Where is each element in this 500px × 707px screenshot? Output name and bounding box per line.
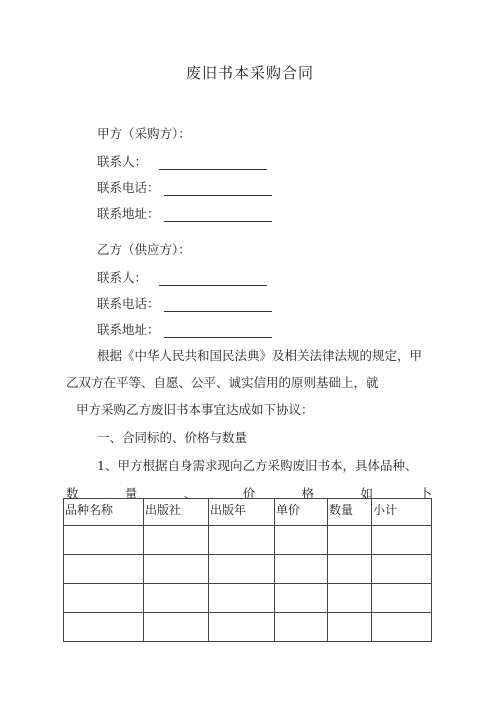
clause-1-char: 价 [242, 486, 256, 501]
table-row [64, 555, 432, 584]
party-b-address-label: 联系地址： [97, 322, 160, 337]
table-cell[interactable] [372, 526, 432, 555]
party-b-address-field[interactable] [164, 325, 272, 338]
table-row [64, 584, 432, 613]
party-a-address-row [97, 204, 272, 222]
clause-1-char: 如 [360, 486, 374, 501]
clause-1-char: 、 [183, 486, 197, 501]
party-b-contact-field[interactable] [159, 273, 267, 286]
party-a-contact-label: 联系人： [97, 154, 148, 169]
party-a-phone-row [97, 178, 272, 196]
table-cell[interactable] [275, 555, 328, 584]
table-cell[interactable] [144, 526, 209, 555]
party-a-contact-row [97, 152, 267, 170]
table-cell[interactable] [328, 584, 372, 613]
purchase-table [63, 498, 432, 642]
party-b-contact-label: 联系人： [97, 270, 148, 285]
clause-1-char: 格 [301, 486, 315, 501]
column-header-variety: 品种名称 [64, 499, 144, 526]
party-a-phone-field[interactable] [164, 183, 272, 196]
clause-1-char: 卜 [419, 486, 432, 501]
column-header-quantity: 数量 [328, 499, 372, 526]
table-cell[interactable] [64, 584, 144, 613]
party-b-phone-label: 联系电话： [97, 296, 160, 311]
table-cell[interactable] [64, 613, 144, 642]
intro-paragraph-line-2: 乙双方在平等、自愿、公平、诚实信用的原则基础上，就 [66, 375, 379, 390]
party-a-phone-label: 联系电话： [97, 180, 160, 195]
table-cell[interactable] [328, 555, 372, 584]
party-b-address-row [97, 320, 272, 338]
table-cell[interactable] [275, 584, 328, 613]
table-cell[interactable] [64, 555, 144, 584]
table-cell[interactable] [144, 584, 209, 613]
table-cell[interactable] [372, 613, 432, 642]
table-cell[interactable] [209, 613, 275, 642]
table-cell[interactable] [209, 526, 275, 555]
clause-1-char: 数 [66, 486, 79, 501]
party-b-phone-field[interactable] [164, 299, 272, 312]
column-header-unit-price: 单价 [275, 499, 328, 526]
section-heading-1: 一、合同标的、价格与数量 [97, 430, 248, 445]
table-cell[interactable] [144, 613, 209, 642]
clause-1-char: 量 [124, 486, 138, 501]
party-a-address-field[interactable] [164, 209, 272, 222]
table-cell[interactable] [144, 555, 209, 584]
party-b-contact-row [97, 268, 267, 286]
table-cell[interactable] [328, 526, 372, 555]
table-cell[interactable] [209, 584, 275, 613]
table-cell[interactable] [328, 613, 372, 642]
intro-paragraph-line-1: 根据《中华人民共和国民法典》及相关法律法规的规定，甲 [97, 348, 423, 363]
table-cell[interactable] [275, 613, 328, 642]
column-header-year: 出版年 [209, 499, 275, 526]
table-header-row [64, 499, 432, 526]
intro-paragraph-line-3: 甲方采购乙方废旧书本事宜达成如下协议： [76, 402, 314, 417]
column-header-publisher: 出版社 [144, 499, 209, 526]
party-b-phone-row [97, 294, 272, 312]
party-a-contact-field[interactable] [159, 157, 267, 170]
clause-1-line-1: 1、甲方根据自身需求现向乙方采购废旧书本，具体品种、 [97, 458, 418, 473]
table-cell[interactable] [275, 526, 328, 555]
column-header-subtotal: 小计 [372, 499, 432, 526]
table-cell[interactable] [372, 584, 432, 613]
table-row [64, 526, 432, 555]
party-a-address-label: 联系地址： [97, 206, 160, 221]
table-row [64, 613, 432, 642]
document-title: 废旧书本采购合同 [185, 64, 314, 82]
table-cell[interactable] [64, 526, 144, 555]
party-a-heading: 甲方（采购方）： [97, 126, 191, 141]
table-cell[interactable] [372, 555, 432, 584]
table-cell[interactable] [209, 555, 275, 584]
party-b-heading: 乙方（供应方）： [97, 242, 191, 257]
